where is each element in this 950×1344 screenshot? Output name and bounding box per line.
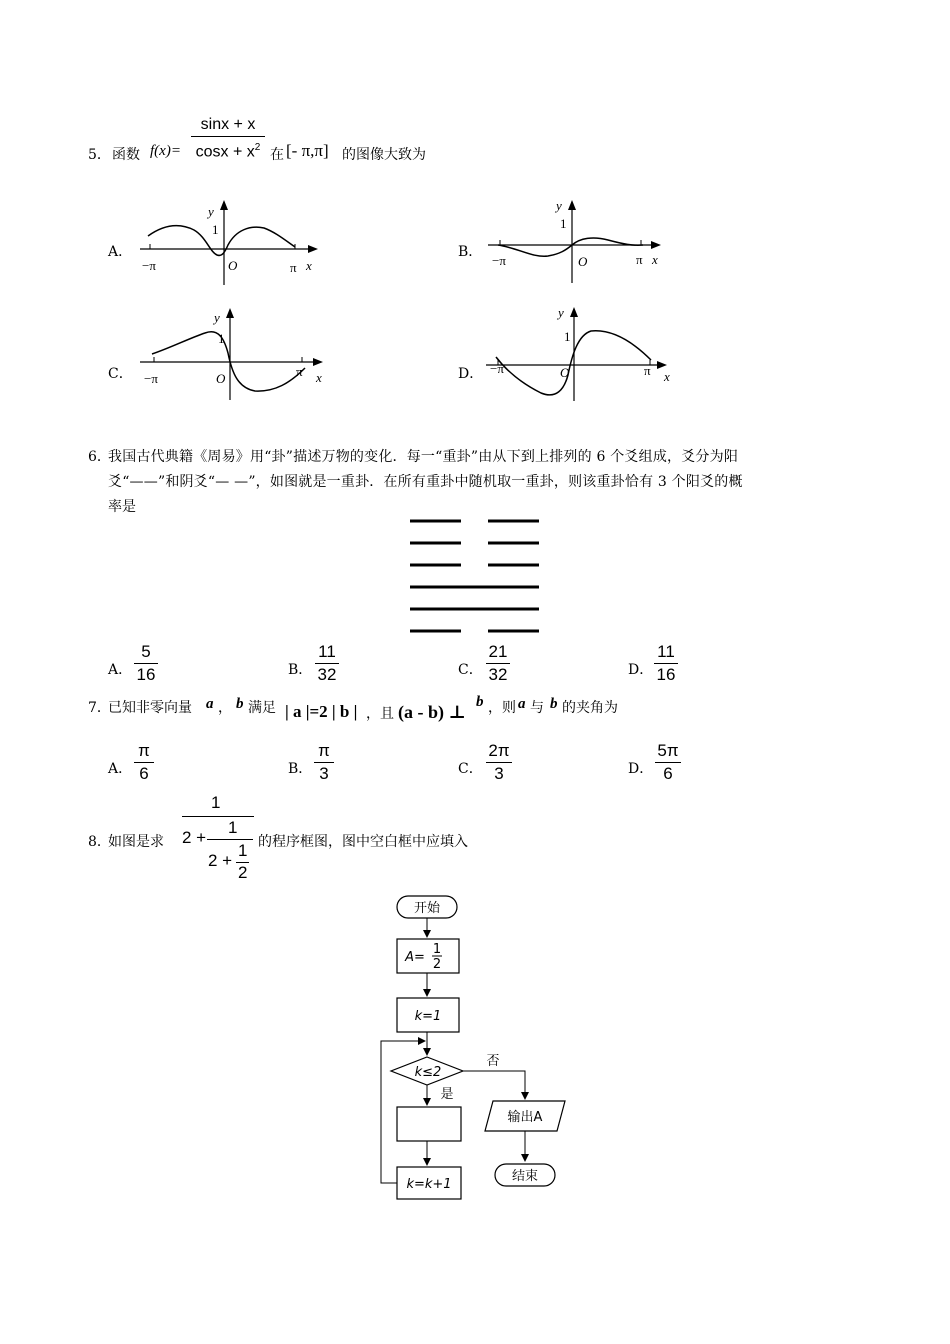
q6-line1: 我国古代典籍《周易》用“卦”描述万物的变化．每一“重卦”由从下到上排列的 6 个爻组成，爻分为阳 [108, 449, 739, 465]
q8-continued-fraction [180, 793, 256, 888]
q5-a-one-label: 1 [212, 222, 219, 237]
q5-text-prefix: 函数 [112, 147, 140, 163]
q5-option-c-label: C． [108, 366, 133, 382]
q8-frac-top: 1 [211, 793, 221, 812]
q7-option-d-label: D． [628, 761, 654, 777]
q7-vector-b: b [236, 696, 244, 712]
q7-option-a-den: 6 [139, 764, 149, 783]
q5-func-lhs: f(x)= [150, 143, 181, 159]
q7-option-c-label: C． [458, 761, 483, 777]
q7-option-b-num: π [318, 741, 330, 760]
q5-number: 5． [88, 147, 111, 163]
q5-func-num: sinx + x [200, 116, 256, 133]
q5-func-den-exp: 2 [254, 142, 261, 153]
q5-d-y-label: y [558, 305, 564, 320]
q7-vector-b2: b [476, 694, 484, 710]
flowchart [375, 893, 575, 1203]
q7-text4: ，则 [488, 700, 516, 716]
q5-graph-b [488, 198, 668, 278]
q7-text3: ，且 [366, 706, 394, 722]
flowchart-assign-k-label: k=1 [414, 1009, 442, 1024]
q5-c-one-label: 1 [218, 331, 225, 346]
flowchart-output-label: 输出A [507, 1110, 543, 1125]
q6-option-a-den: 16 [136, 665, 156, 684]
q7-number: 7． [88, 700, 111, 716]
q6-line3: 率是 [108, 499, 136, 515]
q5-d-neg-pi-label: −π [490, 361, 504, 376]
q8-text1: 如图是求 [108, 834, 164, 850]
q7-option-d-num: 5π [657, 741, 679, 760]
q5-d-pi-label: π [644, 363, 651, 378]
q7-option-d-den: 6 [663, 764, 673, 783]
q7-cond2: (a - b) ⊥ [398, 702, 466, 722]
q5-func-den: cosx + x [195, 143, 255, 161]
q7-option-a-num: π [138, 741, 150, 760]
q5-graph-a [140, 200, 320, 280]
q5-option-a-label: A． [108, 244, 133, 260]
flowchart-no-label: 否 [486, 1054, 500, 1069]
q8-frac-two2: 2 + [208, 851, 233, 870]
q5-c-pi-label: π [296, 364, 303, 379]
q6-option-d-den: 16 [656, 665, 676, 684]
q5-option-b-label: B． [458, 244, 483, 260]
q5-b-pi-label: π [636, 252, 643, 267]
flowchart-assign-a-lhs: A= [405, 950, 425, 965]
q6-line2: 爻“——”和阴爻“— —”，如图就是一重卦．在所有重卦中随机取一重卦，则该重卦恰有 3 个阳爻的概 [108, 474, 743, 490]
q6-number: 6． [88, 449, 111, 465]
q7-option-b-den: 3 [319, 764, 329, 783]
q5-d-one-label: 1 [564, 329, 571, 344]
hexagram-figure [410, 517, 540, 635]
flowchart-end-label: 结束 [511, 1169, 539, 1184]
q5-a-x-label: x [306, 258, 312, 273]
q6-option-c-label: C． [458, 662, 483, 678]
q8-frac-inner-den: 2 [238, 863, 248, 882]
q7-option-c-fraction [486, 741, 512, 784]
q7-option-a-fraction [134, 741, 154, 784]
flowchart-yes-label: 是 [440, 1087, 454, 1102]
q7-option-d-fraction [655, 741, 681, 784]
q6-option-a-num: 5 [141, 642, 151, 661]
flowchart-start-label: 开始 [413, 901, 441, 916]
q7-cond1: | a |=2 | b | [285, 702, 358, 721]
q5-text-mid: 在 [270, 147, 284, 163]
q8-number: 8． [88, 834, 111, 850]
q5-b-origin-label: O [578, 254, 588, 269]
q5-interval: [- π,π] [286, 141, 329, 160]
q6-option-d-num: 11 [657, 642, 675, 661]
q7-option-b-label: B． [288, 761, 313, 777]
q6-option-c-den: 32 [488, 665, 508, 684]
q7-option-b-fraction [314, 741, 334, 784]
q8-frac-inner-num: 1 [238, 841, 248, 860]
flowchart-increment-label: k=k+1 [406, 1177, 452, 1192]
q6-option-c-fraction [486, 642, 510, 685]
q5-b-neg-pi-label: −π [492, 253, 506, 268]
q7-option-c-den: 3 [494, 764, 504, 783]
q6-option-d-label: D． [628, 662, 654, 678]
q7-text2: 满足 [248, 700, 276, 716]
q7-vector-b3: b [550, 696, 558, 712]
q6-option-b-label: B． [288, 662, 313, 678]
q5-c-x-label: x [316, 370, 322, 385]
q5-c-origin-label: O [216, 371, 226, 386]
q6-option-b-fraction [315, 642, 339, 685]
q5-option-d-label: D． [458, 366, 484, 382]
q6-option-d-fraction [654, 642, 678, 685]
q7-sep: ， [218, 700, 232, 716]
q8-frac-two1: 2 + [182, 828, 207, 847]
q6-option-b-num: 11 [318, 642, 336, 661]
q5-a-neg-pi-label: −π [142, 258, 156, 273]
q8-text2: 的程序框图，图中空白框中应填入 [258, 834, 468, 850]
q7-vector-a: a [206, 696, 214, 712]
q5-func-fraction [191, 115, 265, 162]
q7-option-c-num: 2π [488, 741, 510, 760]
q5-a-y-label: y [208, 204, 214, 219]
q5-d-x-label: x [664, 369, 670, 384]
q6-option-a-label: A． [108, 662, 133, 678]
q6-option-a-fraction [134, 642, 158, 685]
q6-option-c-num: 21 [488, 642, 508, 661]
q8-frac-mid-num: 1 [228, 818, 238, 837]
flowchart-blank-box [397, 1107, 461, 1141]
q5-b-x-label: x [652, 252, 658, 267]
q5-graph-c [140, 308, 330, 403]
flowchart-condition-label: k≤2 [414, 1065, 442, 1080]
q5-a-origin-label: O [228, 258, 238, 273]
flowchart-assign-a-num: 1 [432, 942, 442, 957]
q5-b-y-label: y [556, 198, 562, 213]
q7-text6: 的夹角为 [562, 700, 618, 716]
q7-option-a-label: A． [108, 761, 133, 777]
q6-option-b-den: 32 [317, 665, 337, 684]
q7-vector-a2: a [518, 696, 526, 712]
q5-b-one-label: 1 [560, 216, 567, 231]
q5-c-neg-pi-label: −π [144, 371, 158, 386]
q5-c-y-label: y [214, 310, 220, 325]
q5-d-origin-label: O [560, 365, 570, 380]
q7-text5: 与 [530, 700, 544, 716]
q7-text1: 已知非零向量 [108, 700, 192, 716]
q5-text-suffix: 的图像大致为 [342, 147, 426, 163]
q5-a-pi-label: π [290, 260, 297, 275]
q5-graph-d [486, 305, 676, 405]
flowchart-assign-a-den: 2 [432, 957, 442, 972]
